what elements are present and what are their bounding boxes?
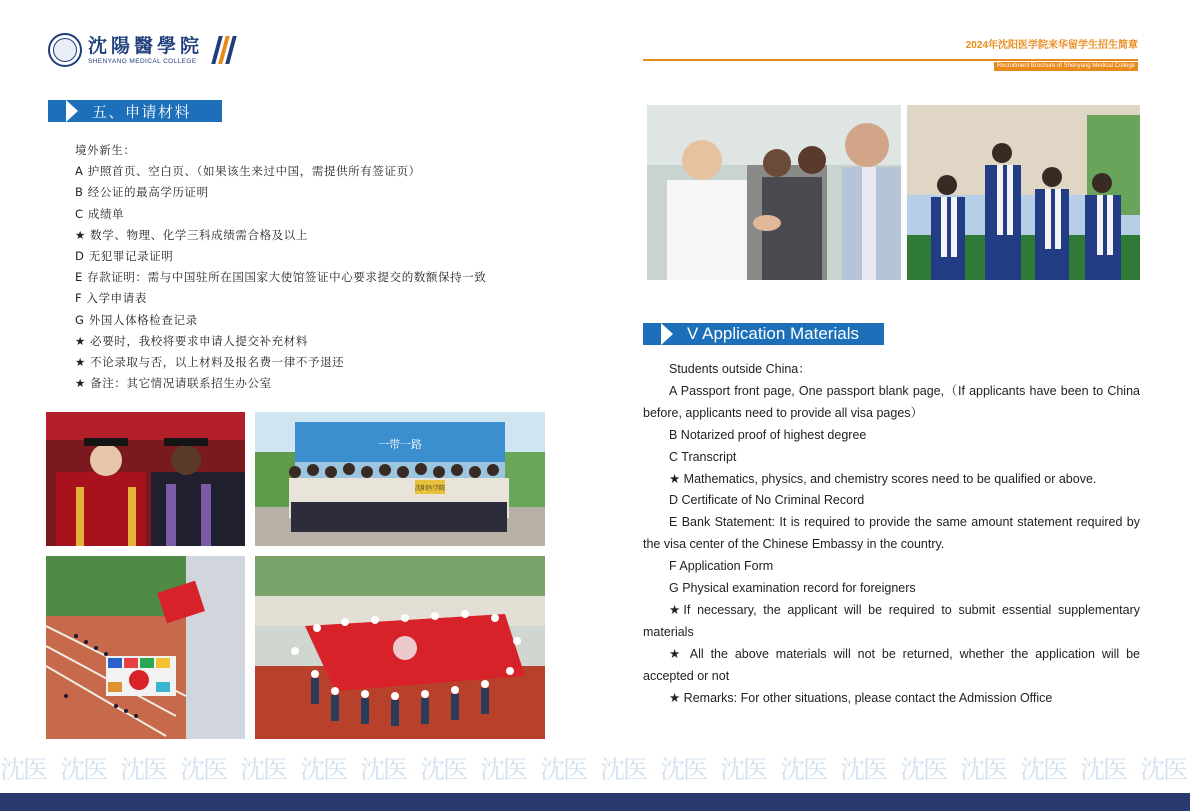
list-item: C Transcript [669, 449, 737, 464]
header-divider [643, 59, 1138, 61]
list-item: ★ 必要时，我校将要求申请人提交补充材料 [75, 333, 308, 348]
svg-text:沈阳医学院: 沈阳医学院 [414, 485, 446, 492]
footer-pattern-tile: 沈医 [960, 755, 1007, 784]
photo-flag-parade [255, 556, 545, 739]
footer-pattern-tile: 沈医 [60, 755, 107, 784]
list-item: ★ 不论录取与否，以上材料及报名费一律不予退还 [75, 354, 345, 369]
footer-bar [0, 793, 1190, 811]
photo-group [255, 412, 545, 546]
footer-pattern-tile: 沈医 [720, 755, 767, 784]
list-item: ★If necessary, the applicant will be required to submit essential supplementary materials [643, 602, 1140, 639]
footer-pattern-tile: 沈医 [360, 755, 407, 784]
footer-pattern-tile: 沈医 [660, 755, 707, 784]
list-item: ★ Mathematics, physics, and chemistry scores need to be qualified or above. [669, 471, 1097, 486]
brochure-title: 2024年沈阳医学院来华留学生招生简章 [965, 40, 1138, 51]
logo-english-name: SHENYANG MEDICAL COLLEGE [88, 58, 197, 65]
svg-text:一带一路: 一带一路 [378, 438, 422, 451]
section-heading-en [643, 323, 884, 345]
college-logo [48, 33, 235, 67]
chevron-right-icon [66, 100, 78, 122]
list-item: D Certificate of No Criminal Record [669, 493, 865, 508]
list-item: D 无犯罪记录证明 [75, 248, 174, 263]
section-title-cn: 五、申请材料 [92, 102, 192, 121]
photo-handshake [647, 105, 901, 280]
list-item: E 存款证明：需与中国驻所在国国家大使馆签证中心要求提交的数额保持一致 [75, 270, 487, 285]
list-item: C 成绩单 [75, 206, 125, 221]
list-item: A 护照首页、空白页、（如果该生来过中国，需提供所有签证页） [75, 164, 421, 179]
list-item: E Bank Statement: It is required to provide the same amount statement required by the visa center of the Chinese Embassy in the country. [643, 515, 1140, 552]
materials-list-cn [75, 140, 486, 394]
footer-pattern-tile: 沈医 [900, 755, 947, 784]
footer-pattern-tile: 沈医 [1140, 755, 1187, 784]
list-item: F Application Form [669, 559, 774, 574]
list-item: F 入学申请表 [75, 291, 147, 306]
list-item: B Notarized proof of highest degree [669, 427, 867, 442]
list-item: 境外新生： [75, 143, 136, 157]
list-item: G Physical examination record for foreigners [669, 581, 916, 596]
footer-pattern-tile: 沈医 [1020, 755, 1067, 784]
section-title-en: V Application Materials [687, 324, 859, 343]
photo-field-flags [46, 556, 245, 739]
footer-pattern-tile: 沈医 [420, 755, 467, 784]
list-item: ★ 数学、物理、化学三科成绩需合格及以上 [75, 227, 308, 242]
footer-pattern-tile: 沈医 [780, 755, 827, 784]
brochure-header [966, 40, 1138, 71]
list-item: A Passport front page, One passport blank page,（If applicants have been to China before, applicants need to provide all visa pages） [643, 383, 1140, 420]
footer-pattern-tile: 沈医 [600, 755, 647, 784]
footer-pattern-tile: 沈医 [240, 755, 287, 784]
list-item: Students outside China： [669, 362, 811, 376]
footer-pattern-tile: 沈医 [300, 755, 347, 784]
footer-pattern [0, 752, 1190, 788]
footer-pattern-tile: 沈医 [840, 755, 887, 784]
chevron-right-icon [661, 323, 673, 345]
footer-pattern-tile: 沈医 [540, 755, 587, 784]
list-item: G 外国人体格检查记录 [75, 312, 198, 327]
materials-list-en [643, 359, 1140, 710]
logo-stripes-icon [213, 36, 235, 64]
college-seal-icon [48, 33, 82, 67]
list-item: B 经公证的最高学历证明 [75, 185, 209, 200]
section-heading-cn [48, 100, 222, 122]
footer-pattern-tile: 沈医 [480, 755, 527, 784]
footer-pattern-tile: 沈医 [1080, 755, 1127, 784]
list-item: ★ 备注：其它情况请联系招生办公室 [75, 376, 272, 391]
list-item: ★ Remarks: For other situations, please contact the Admission Office [669, 690, 1053, 705]
list-item: ★ All the above materials will not be returned, whether the application will be accepted or not [643, 646, 1140, 683]
photo-grads-suits [907, 105, 1140, 280]
logo-chinese-name: 沈陽醫學院 [88, 35, 204, 57]
logo-text [88, 35, 203, 65]
footer-pattern-tile: 沈医 [0, 755, 47, 784]
footer-pattern-tile: 沈医 [180, 755, 227, 784]
brochure-subtitle: Recruitment Brochure of Shenyang Medical College [994, 62, 1138, 71]
footer-pattern-tile: 沈医 [120, 755, 167, 784]
photo-graduation [46, 412, 245, 546]
